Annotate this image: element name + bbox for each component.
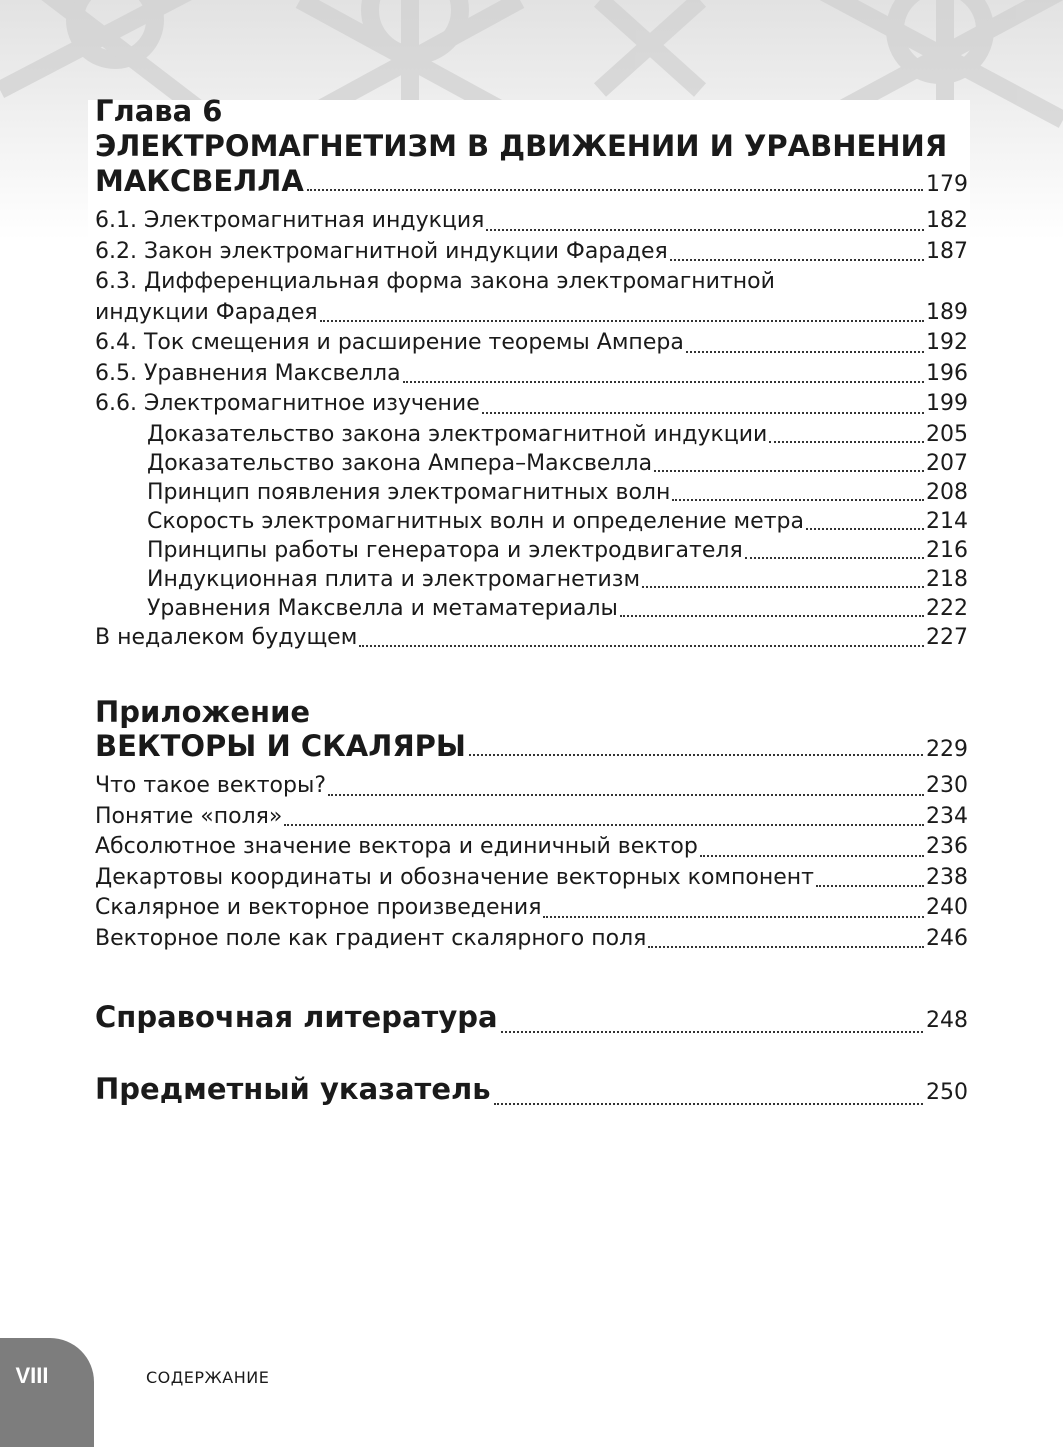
toc-entry-title: Доказательство закона Ампера–Максвелла: [147, 450, 653, 476]
toc-entry-page: 240: [926, 895, 968, 920]
leader-dots: [482, 410, 924, 414]
references-title: Справочная литература: [95, 1000, 498, 1034]
leader-dots: [686, 349, 924, 353]
leader-dots: [620, 613, 924, 617]
toc-entry[interactable]: [95, 206, 968, 237]
toc-entry-title: Доказательство закона электромагнитной индукции: [147, 421, 768, 447]
toc-entry-title: Понятие «поля»: [95, 803, 283, 829]
leader-dots: [642, 584, 924, 588]
toc-entry-title: Векторное поле как градиент скалярного поля: [95, 925, 647, 951]
toc-subentry[interactable]: [95, 536, 968, 565]
toc-entry[interactable]: [95, 328, 968, 359]
toc-entry[interactable]: [95, 924, 968, 955]
index-page: 250: [926, 1080, 968, 1105]
toc-entry-page: 182: [926, 208, 968, 233]
leader-dots: [672, 497, 924, 501]
leader-dots: [745, 555, 924, 559]
toc-entry-page: 230: [926, 773, 968, 798]
toc-entry-title: Абсолютное значение вектора и единичный вектор: [95, 834, 698, 859]
toc-subentry[interactable]: [95, 594, 968, 623]
footer-page-tab: [0, 1338, 94, 1447]
appendix-label: Приложение: [95, 695, 311, 729]
toc-entry-title: 6.2. Закон электромагнитной индукции Фарадея: [95, 238, 668, 264]
toc-entry-page: 208: [926, 479, 968, 505]
index-title: Предметный указатель: [95, 1072, 491, 1106]
leader-dots: [403, 379, 924, 383]
toc-entry-title: Индукционная плита и электромагнетизм: [147, 566, 641, 592]
leader-dots: [359, 643, 924, 647]
toc-entry[interactable]: [95, 893, 968, 924]
toc-entry[interactable]: [95, 832, 968, 863]
toc-entry-title: Уравнения Максвелла и метаматериалы: [147, 595, 618, 621]
toc-entry-page: 218: [926, 566, 968, 592]
leader-dots: [307, 187, 923, 191]
references-page: 248: [926, 1008, 968, 1033]
toc-entry[interactable]: [95, 771, 968, 802]
toc-entry-page: 196: [926, 360, 968, 386]
leader-dots: [543, 914, 924, 918]
toc-entry-title: 6.4. Ток смещения и расширение теоремы Ампера: [95, 330, 684, 355]
toc-entry[interactable]: [95, 359, 968, 390]
index-entry[interactable]: [95, 1068, 968, 1114]
leader-dots: [494, 1101, 923, 1105]
leader-dots: [501, 1029, 923, 1033]
toc-entry-page: 189: [926, 299, 968, 325]
toc-subentry[interactable]: [95, 478, 968, 507]
toc-entry-title: Декартовы координаты и обозначение векторных компонент: [95, 864, 814, 890]
appendix-title: ВЕКТОРЫ И СКАЛЯРЫ: [95, 729, 466, 763]
toc-entry-title: Скалярное и векторное произведения: [95, 895, 542, 920]
toc-entry-title: Принцип появления электромагнитных волн: [147, 479, 671, 505]
toc-subentry[interactable]: [95, 449, 968, 478]
leader-dots: [469, 752, 923, 756]
toc-entry[interactable]: [95, 802, 968, 833]
toc-entry-title: Что такое векторы?: [95, 773, 326, 798]
toc-entry-title: Скорость электромагнитных волн и определение метра: [147, 508, 804, 534]
chapter-page: 179: [926, 172, 968, 197]
leader-dots: [284, 822, 924, 826]
toc-entry-page: 207: [926, 450, 968, 476]
toc-entry-title: 6.6. Электромагнитное изучение: [95, 391, 480, 416]
chapter-title-line1: ЭЛЕКТРОМАГНЕТИЗМ В ДВИЖЕНИИ И УРАВНЕНИЯ: [95, 129, 948, 163]
toc-entry-title: индукции Фарадея: [95, 299, 318, 325]
toc-subentry[interactable]: [95, 420, 968, 449]
toc-entry-page: 192: [926, 330, 968, 355]
toc-entry-page: 187: [926, 238, 968, 264]
toc-subentry[interactable]: [95, 565, 968, 594]
leader-dots: [486, 227, 924, 231]
toc-entry-page: 222: [926, 595, 968, 621]
leader-dots: [816, 883, 924, 887]
toc-entry-title: 6.5. Уравнения Максвелла: [95, 360, 401, 386]
footer-section-label: СОДЕРЖАНИЕ: [146, 1368, 270, 1387]
toc-entry-title: 6.1. Электромагнитная индукция: [95, 208, 485, 233]
toc-entry[interactable]: [95, 389, 968, 420]
leader-dots: [328, 792, 924, 796]
toc-entry[interactable]: [95, 863, 968, 894]
toc-entry-page: 199: [926, 391, 968, 416]
toc-entry-page: 227: [926, 624, 968, 650]
leader-dots: [806, 526, 924, 530]
toc-entry-page: 234: [926, 803, 968, 829]
toc-entry-page: 236: [926, 834, 968, 859]
chapter-title-entry[interactable]: [95, 164, 968, 198]
toc: [95, 94, 968, 1114]
toc-entry-page: 246: [926, 925, 968, 951]
toc-entry-page: 216: [926, 537, 968, 563]
toc-entry-title: Принципы работы генератора и электродвигателя: [147, 537, 743, 563]
toc-entry-page: 205: [926, 421, 968, 447]
toc-entry-page: 214: [926, 508, 968, 534]
toc-entry[interactable]: [95, 623, 968, 654]
toc-entry[interactable]: [95, 298, 968, 329]
appendix-page: 229: [926, 737, 968, 762]
chapter-title-line2: МАКСВЕЛЛА: [95, 164, 304, 198]
appendix-title-entry[interactable]: [95, 729, 968, 763]
toc-entry-title-line1[interactable]: 6.3. Дифференциальная форма закона электромагнитной: [95, 269, 775, 294]
references-entry[interactable]: [95, 996, 968, 1042]
chapter-label: Глава 6: [95, 94, 223, 128]
toc-entry-page: 238: [926, 864, 968, 890]
leader-dots: [654, 468, 924, 472]
leader-dots: [769, 439, 924, 443]
toc-entry-title: В недалеком будущем: [95, 624, 358, 650]
leader-dots: [320, 318, 924, 322]
leader-dots: [700, 853, 924, 857]
footer-page-number: VIII: [15, 1363, 49, 1388]
toc-subentry[interactable]: [95, 507, 968, 536]
leader-dots: [670, 257, 924, 261]
leader-dots: [648, 944, 924, 948]
toc-entry[interactable]: [95, 237, 968, 268]
